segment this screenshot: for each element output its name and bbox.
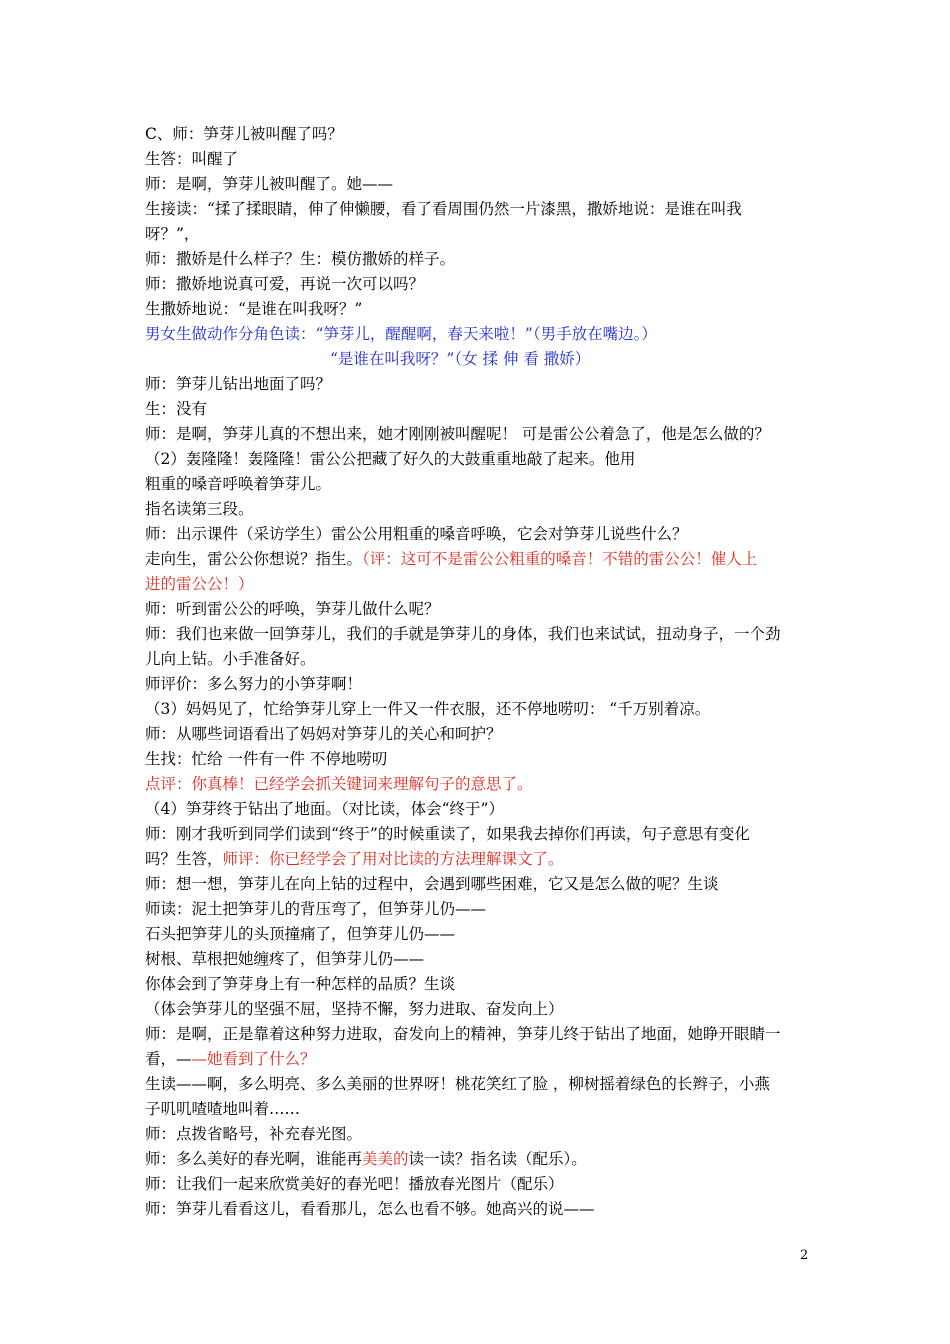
teacher-question: —她看到了什么？ [191, 1050, 316, 1068]
text-line: 儿向上钻。小手准备好。 [145, 650, 316, 668]
text-line: 师：是啊，笋芽儿被叫醒了。她—— [145, 175, 394, 193]
text-line: 师：让我们一起来欣赏美好的春光吧！播放春光图片（配乐） [145, 1175, 564, 1193]
teacher-comment: 进的雷公公！） [145, 575, 254, 593]
text-line: 师：撒娇地说真可爱，再说一次可以吗？ [145, 275, 425, 293]
text-line: 师：出示课件（采访学生）雷公公用粗重的嗓音呼唤，它会对笋芽儿说些什么？ [145, 525, 688, 543]
text-line: 师：听到雷公公的呼唤，笋芽儿做什么呢？ [145, 600, 440, 618]
text-line: 师：从哪些词语看出了妈妈对笋芽儿的关心和呵护？ [145, 725, 502, 743]
text-line: 你体会到了笋芽身上有一种怎样的品质？生谈 [145, 975, 456, 993]
text-line: 树根、草根把她缠疼了，但笋芽儿仍—— [145, 950, 425, 968]
text-line: 生找：忙给 一件有一件 不停地唠叨 [145, 750, 388, 768]
text-line: 师：想一想，笋芽儿在向上钻的过程中，会遇到哪些困难，它又是怎么做的呢？生谈 [145, 875, 719, 893]
teacher-comment: （评：这可不是雷公公粗重的嗓音！不错的雷公公！催人上 [362, 550, 758, 568]
text-line: 生读——啊，多么明亮、多么美丽的世界呀！桃花笑红了脸 ，柳树摇着绿色的长辫子，小燕 [145, 1075, 770, 1093]
text-line: C、师：笋芽儿被叫醒了吗？ [145, 125, 343, 143]
text-line: 师：笋芽儿看看这儿，看看那儿，怎么也看不够。她高兴的说—— [145, 1200, 595, 1218]
text-line: 师：撒娇是什么样子？生：模仿撒娇的样子。 [145, 250, 456, 268]
text-line: 师：多么美好的春光啊，谁能再 [145, 1150, 363, 1168]
text-line: 师：是啊，笋芽儿真的不想出来，她才刚刚被叫醒呢！ 可是雷公公着急了，他是怎么做的？ [145, 425, 770, 443]
page-number: 2 [800, 1248, 809, 1263]
text-line: 师：点拨省略号，补充春光图。 [145, 1125, 363, 1143]
text-line: （4）笋芽终于钻出了地面。（对比读，体会“终于”） [145, 800, 504, 818]
teacher-comment: 点评：你真棒！已经学会抓关键词来理解句子的意思了。 [145, 775, 533, 793]
text-line: （体会笋芽儿的坚强不屈，坚持不懈，努力进取、奋发向上） [145, 1000, 564, 1018]
text-line: 师评价：多么努力的小笋芽啊！ [145, 675, 363, 693]
text-line: 生接读：“揉了揉眼睛，伸了伸懒腰，看了看周围仍然一片漆黑，撒娇地说：是谁在叫我 [145, 200, 742, 218]
teacher-comment: 师评：你已经学会了用对比读的方法理解课文了。 [222, 850, 564, 868]
text-line: 吗？生答， [145, 850, 223, 868]
text-line: 看，— [145, 1050, 192, 1068]
text-line: 生答：叫醒了 [145, 150, 239, 168]
text-line: 师读：泥土把笋芽儿的背压弯了，但笋芽儿仍—— [145, 900, 487, 918]
text-line: 读一读？指名读（配乐）。 [408, 1150, 587, 1168]
highlight-word: 美美的 [362, 1150, 409, 1168]
text-line: 指名读第三段。 [145, 500, 254, 518]
text-line: 粗重的嗓音呼唤着笋芽儿。 [145, 475, 332, 493]
text-line: （3）妈妈见了，忙给笋芽儿穿上一件又一件衣服，还不停地唠叨： “千万别着凉。 [145, 700, 711, 718]
role-reading-line: 男女生做动作分角色读：“笋芽儿，醒醒啊，春天来啦！”（男手放在嘴边。） [145, 325, 657, 343]
text-line: 石头把笋芽儿的头顶撞痛了，但笋芽儿仍—— [145, 925, 456, 943]
text-line: 走向生，雷公公你想说？指生。 [145, 550, 363, 568]
text-line: （2）轰隆隆！轰隆隆！雷公公把藏了好久的大鼓重重地敲了起来。他用 [145, 450, 636, 468]
text-line: 师：刚才我听到同学们读到“终于”的时候重读了，如果我去掉你们再读，句子意思有变化 [145, 825, 750, 843]
text-line: 呀？”， [145, 225, 200, 243]
text-line: 生：没有 [145, 400, 208, 418]
text-line: 生撒娇地说：“是谁在叫我呀？” [145, 300, 363, 318]
text-line: 子叽叽喳喳地叫着…… [145, 1100, 301, 1118]
role-reading-line: “是谁在叫我呀？”（女 揉 伸 看 撒娇） [330, 350, 591, 368]
text-line: 师：笋芽儿钻出地面了吗？ [145, 375, 332, 393]
text-line: 师：是啊，正是靠着这种努力进取，奋发向上的精神，笋芽儿终于钻出了地面，她睁开眼睛一 [145, 1025, 781, 1043]
text-line: 师：我们也来做一回笋芽儿，我们的手就是笋芽儿的身体，我们也来试试，扭动身子，一个劲 [145, 625, 781, 643]
